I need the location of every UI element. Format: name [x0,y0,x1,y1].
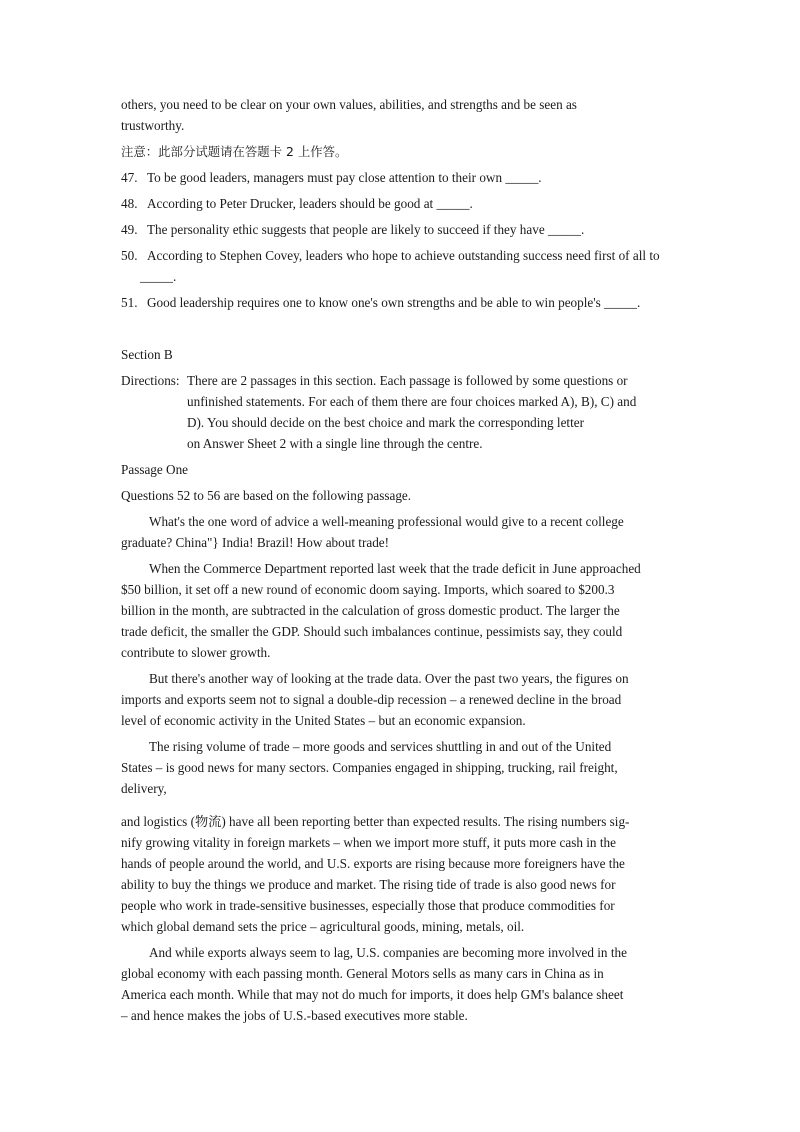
question-number: 48. [121,196,138,211]
passage-line: – and hence makes the jobs of U.S.-based executives more stable. [121,1008,468,1023]
document-page [121,94,681,1026]
directions-text [187,370,681,454]
question-item [121,292,681,313]
passage-line: States – is good news for many sectors. Companies engaged in shipping, trucking, rail freight, [121,760,618,775]
passage-line: level of economic activity in the United States – but an economic expansion. [121,713,526,728]
directions-line: D). You should decide on the best choice and mark the corresponding letter [187,415,584,430]
passage-line: trade deficit, the smaller the GDP. Should such imbalances continue, pessimists say, they could [121,624,623,639]
directions-line: There are 2 passages in this section. Each passage is followed by some questions or [187,373,628,388]
question-item [121,193,681,214]
passage-line: people who work in trade-sensitive businesses, especially those that produce commodities for [121,898,615,913]
passage-paragraph [121,942,681,1026]
passage-line: graduate? China"} India! Brazil! How about trade! [121,535,390,550]
question-number: 50. [121,248,138,263]
passage-line: And while exports always seem to lag, U.S. companies are becoming more involved in the [149,945,627,960]
section-title: Section B [121,347,173,362]
directions-block [121,370,681,454]
intro-line: trustworthy. [121,118,185,133]
question-number: 49. [121,222,138,237]
passage-paragraph [121,811,681,937]
question-number: 51. [121,295,138,310]
passage-title: Passage One [121,462,189,477]
question-item [121,167,681,188]
passage-line: billion in the month, are subtracted in the calculation of gross domestic product. The larger the [121,603,620,618]
question-text: To be good leaders, managers must pay close attention to their own _____. [147,170,542,185]
question-number: 47. [121,170,138,185]
question-item [121,219,681,240]
passage-line: But there's another way of looking at the trade data. Over the past two years, the figures on [149,671,629,686]
passage-line: delivery, [121,781,167,796]
question-text: According to Peter Drucker, leaders should be good at _____. [147,196,473,211]
intro-line: others, you need to be clear on your own values, abilities, and strengths and be seen as [121,97,577,112]
passage-paragraph [121,668,681,731]
directions-line: unfinished statements. For each of them there are four choices marked A), B), C) and [187,394,637,409]
directions-label: Directions: [121,373,180,388]
passage-line: which global demand sets the price – agricultural goods, mining, metals, oil. [121,919,525,934]
passage-line: What's the one word of advice a well-meaning professional would give to a recent college [149,514,624,529]
passage-paragraph [121,736,681,799]
passage-line: contribute to slower growth. [121,645,271,660]
passage-line: nify growing vitality in foreign markets – when we import more stuff, it puts more cash in the [121,835,616,850]
passage-line: and logistics (物流) have all been reporting better than expected results. The rising numbers sig- [121,814,630,829]
notice-text: 注意：此部分试题请在答题卡 2 上作答。 [121,144,348,159]
questions-intro: Questions 52 to 56 are based on the following passage. [121,488,412,503]
passage-line: The rising volume of trade – more goods and services shuttling in and out of the United [149,739,612,754]
passage-line: When the Commerce Department reported last week that the trade deficit in June approached [149,561,641,576]
question-text: The personality ethic suggests that people are likely to succeed if they have _____. [147,222,585,237]
passage-line: imports and exports seem not to signal a double-dip recession – a renewed decline in the broad [121,692,622,707]
passage-line: hands of people around the world, and U.S. exports are rising because more foreigners have the [121,856,625,871]
passage-paragraph [121,511,681,553]
question-text: According to Stephen Covey, leaders who hope to achieve outstanding success need first of all to _____. [140,248,660,284]
passage-line: ability to buy the things we produce and market. The rising tide of trade is also good news for [121,877,616,892]
passage-line: $50 billion, it set off a new round of economic doom saying. Imports, which soared to $200.3 [121,582,615,597]
passage-line: global economy with each passing month. General Motors sells as many cars in China as in [121,966,604,981]
passage-line: America each month. While that may not do much for imports, it does help GM's balance sheet [121,987,624,1002]
passage-paragraph [121,558,681,663]
question-item [121,245,681,287]
question-text: Good leadership requires one to know one's own strengths and be able to win people's _____. [147,295,641,310]
intro-paragraph [121,94,681,136]
directions-line: on Answer Sheet 2 with a single line through the centre. [187,436,483,451]
